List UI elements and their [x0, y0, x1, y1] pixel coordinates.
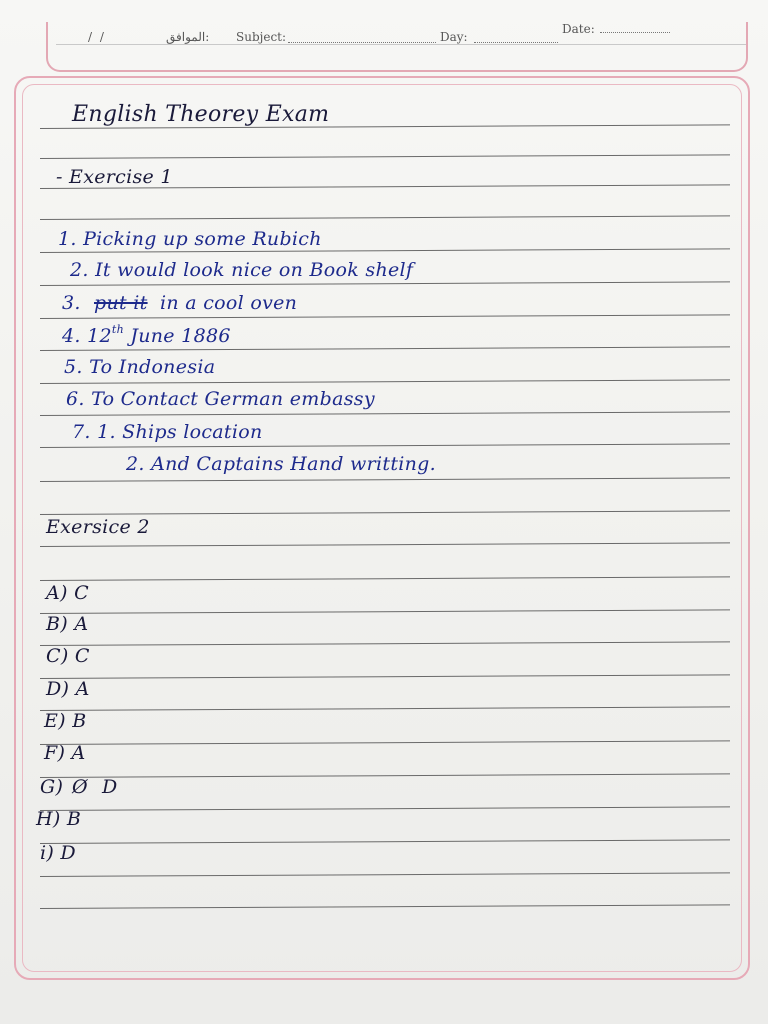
ex1-answer-2: 2. It would look nice on Book shelf [70, 259, 414, 281]
exercise2-heading: Exersice 2 [46, 516, 150, 538]
subject-dotted-line [288, 42, 436, 43]
header-day-label: Day: [440, 30, 468, 44]
ex1-answer-3-text: in a cool oven [160, 292, 298, 314]
date-dotted-line [600, 32, 670, 33]
ex1-answer-6: 6. To Contact German embassy [66, 388, 375, 410]
ex2-answer-e: E) B [44, 710, 87, 732]
ex1-answer-4-ordinal: th [111, 323, 124, 336]
ex2-answer-i: i) D [40, 842, 76, 864]
ex1-answer-3-struck-word: put it [94, 292, 148, 314]
ex2-answer-g-value: D [102, 776, 118, 798]
ex1-answer-4 [62, 323, 231, 347]
day-dotted-line [474, 42, 558, 43]
header-subject-label: Subject: [236, 30, 287, 44]
ex2-answer-a: A) C [46, 582, 89, 604]
header-rule [56, 44, 746, 45]
ex2-answer-d: D) A [46, 678, 90, 700]
ex2-answer-g-label: G) [40, 776, 64, 798]
ex1-answer-4-month-year: June 1886 [123, 325, 231, 347]
ex1-answer-3-number: 3. [62, 292, 81, 314]
ex2-answer-f: F) A [44, 742, 86, 764]
ex2-answer-b: B) A [46, 613, 89, 635]
ex2-answer-c: C) C [46, 645, 90, 667]
exercise1-heading: - Exercise 1 [56, 166, 173, 188]
header-box [46, 22, 748, 72]
header-date-label: Date: [562, 22, 595, 36]
exam-title: English Theorey Exam [72, 102, 330, 127]
ex2-answer-h: H) B [36, 808, 82, 830]
ex2-answer-g-crossed-out: Ø [72, 776, 88, 798]
ex1-answer-7-part-2: 2. And Captains Hand writting. [126, 453, 436, 475]
ex1-answer-1: 1. Picking up some Rubich [58, 228, 322, 250]
ex1-answer-4-number: 4. 12 [62, 325, 112, 347]
header-date-slashes: / / [88, 30, 106, 44]
header-arabic-label: الموافق: [166, 30, 210, 44]
ex1-answer-5: 5. To Indonesia [64, 356, 216, 378]
ex1-answer-7-part-1: 7. 1. Ships location [72, 421, 263, 443]
